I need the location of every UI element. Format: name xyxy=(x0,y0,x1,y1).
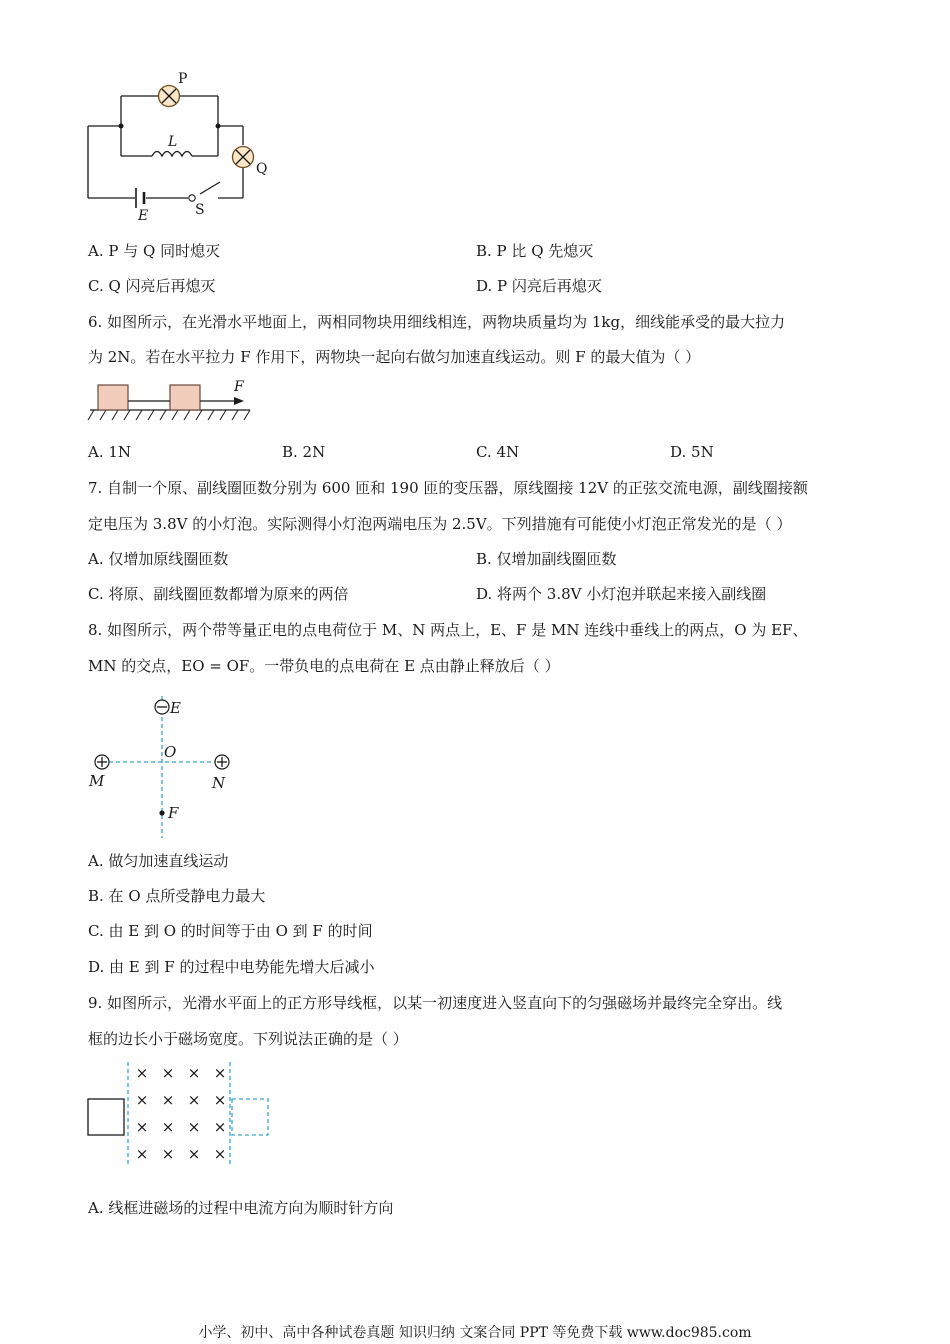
q7-option-d[interactable]: D. 将两个 3.8V 小灯泡并联起来接入副线圈 xyxy=(476,585,767,603)
page-footer: 小学、初中、高中各种试卷真题 知识归纳 文案合同 PPT 等免费下载 www.doc985.com xyxy=(198,1325,752,1341)
label-p: P xyxy=(178,71,188,87)
q5-option-a[interactable]: A. P 与 Q 同时熄灭 xyxy=(88,242,221,260)
q9-option-a[interactable]: A. 线框进磁场的过程中电流方向为顺时针方向 xyxy=(88,1199,394,1217)
svg-text:×: × xyxy=(135,1064,149,1082)
q8-charges-diagram xyxy=(84,692,244,842)
q6-blocks-diagram xyxy=(86,376,256,426)
q8-option-a[interactable]: A. 做匀加速直线运动 xyxy=(88,852,229,870)
label-n: N xyxy=(212,774,226,792)
q5-circuit-diagram xyxy=(80,70,280,225)
label-q: Q xyxy=(256,161,268,177)
q8-option-d[interactable]: D. 由 E 到 F 的过程中电势能先增大后减小 xyxy=(88,958,375,976)
label-e: E xyxy=(138,208,149,224)
label-l: L xyxy=(168,134,178,150)
svg-text:×: × xyxy=(213,1145,227,1163)
label-m: M xyxy=(89,772,105,790)
svg-text:×: × xyxy=(161,1091,175,1109)
q8-stem-line1: 8. 如图所示，两个带等量正电的点电荷位于 M、N 两点上，E、F 是 MN 连线中垂线上的两点，O 为 EF、 xyxy=(88,621,808,639)
q6-stem-line1: 6. 如图所示，在光滑水平地面上，两相同物块用细线相连，两物块质量均为 1kg，细线能承受的最大拉力 xyxy=(88,313,786,331)
label-o: O xyxy=(164,743,177,761)
svg-text:×: × xyxy=(135,1145,149,1163)
svg-text:×: × xyxy=(187,1064,201,1082)
svg-text:×: × xyxy=(213,1064,227,1082)
svg-text:×: × xyxy=(187,1145,201,1163)
label-f: F xyxy=(234,379,244,395)
svg-text:×: × xyxy=(135,1091,149,1109)
svg-text:×: × xyxy=(213,1118,227,1136)
svg-text:×: × xyxy=(161,1064,175,1082)
label-e: E xyxy=(170,699,181,717)
svg-text:×: × xyxy=(161,1118,175,1136)
q5-option-b[interactable]: B. P 比 Q 先熄灭 xyxy=(476,242,594,260)
q8-option-c[interactable]: C. 由 E 到 O 的时间等于由 O 到 F 的时间 xyxy=(88,922,373,940)
q7-stem-line2: 定电压为 3.8V 的小灯泡。实际测得小灯泡两端电压为 2.5V。下列措施有可能使小灯泡正常发光的是（ ） xyxy=(88,515,792,533)
q5-option-c[interactable]: C. Q 闪亮后再熄灭 xyxy=(88,277,216,295)
svg-text:×: × xyxy=(213,1091,227,1109)
q7-option-c[interactable]: C. 将原、副线圈匝数都增为原来的两倍 xyxy=(88,585,349,603)
q8-option-b[interactable]: B. 在 O 点所受静电力最大 xyxy=(88,887,266,905)
svg-text:×: × xyxy=(135,1118,149,1136)
q5-option-d[interactable]: D. P 闪亮后再熄灭 xyxy=(476,277,602,295)
q9-stem-line2: 框的边长小于磁场宽度。下列说法正确的是（ ） xyxy=(88,1030,408,1048)
q6-option-d[interactable]: D. 5N xyxy=(670,443,714,461)
svg-text:×: × xyxy=(187,1118,201,1136)
q6-option-c[interactable]: C. 4N xyxy=(476,443,520,461)
svg-text:×: × xyxy=(187,1091,201,1109)
q9-magnetic-field-diagram xyxy=(84,1060,284,1170)
label-f: F xyxy=(168,804,179,822)
q6-stem-line2: 为 2N。若在水平拉力 F 作用下，两物块一起向右做匀加速直线运动。则 F 的最大值为（ ） xyxy=(88,348,701,366)
svg-text:×: × xyxy=(161,1145,175,1163)
q6-option-a[interactable]: A. 1N xyxy=(88,443,132,461)
q9-stem-line1: 9. 如图所示，光滑水平面上的正方形导线框，以某一初速度进入竖直向下的匀强磁场并最终完全穿出。线 xyxy=(88,994,783,1012)
label-s: S xyxy=(195,202,205,218)
q8-stem-line2: MN 的交点，EO = OF。一带负电的点电荷在 E 点由静止释放后（ ） xyxy=(88,657,560,675)
q7-stem-line1: 7. 自制一个原、副线圈匝数分别为 600 匝和 190 匝的变压器，原线圈接 12V 的正弦交流电源，副线圈接额 xyxy=(88,479,808,497)
q6-option-b[interactable]: B. 2N xyxy=(282,443,326,461)
q7-option-a[interactable]: A. 仅增加原线圈匝数 xyxy=(88,550,229,568)
q7-option-b[interactable]: B. 仅增加副线圈匝数 xyxy=(476,550,617,568)
